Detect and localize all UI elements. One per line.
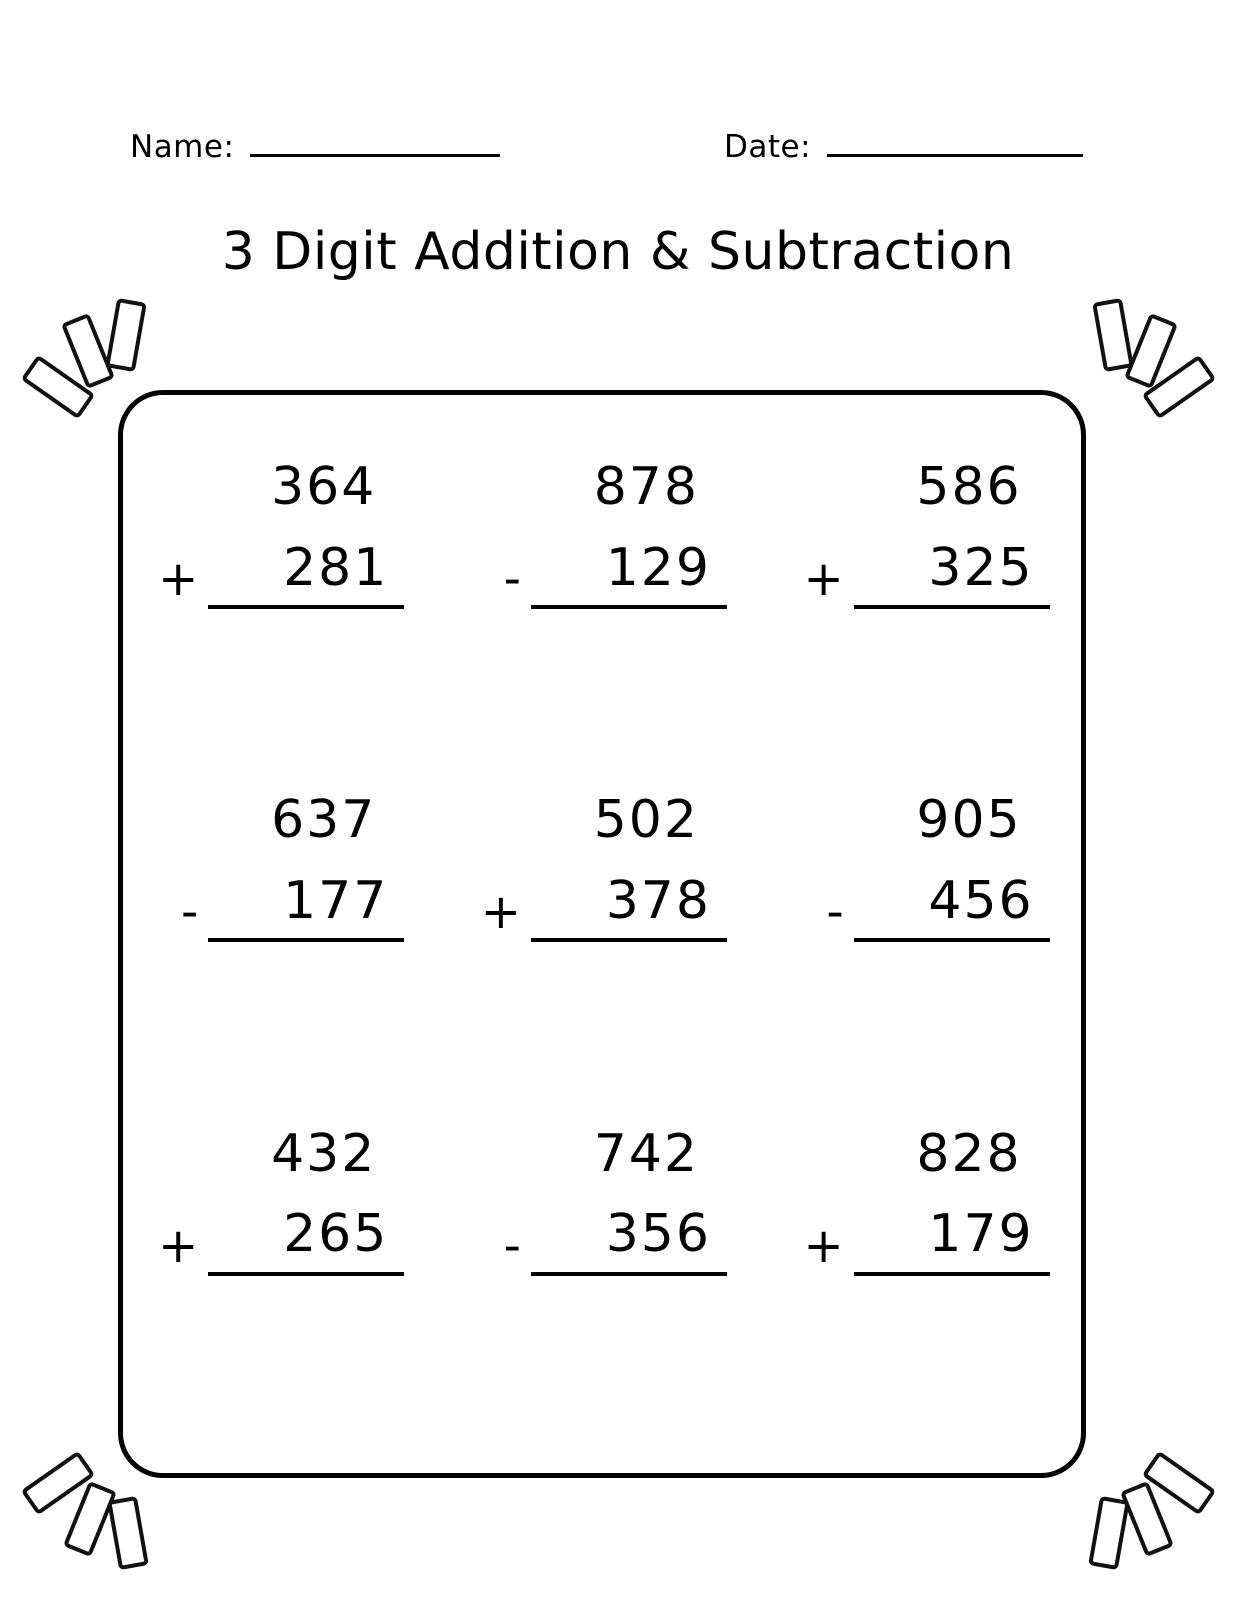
problem-operator: + — [158, 550, 199, 607]
problem-answer-line[interactable] — [208, 1206, 404, 1275]
problem-3 — [763, 430, 1086, 763]
problem-bottom-number: 129 — [605, 537, 711, 598]
problem-top-number: 432 — [271, 1123, 377, 1184]
problem-2 — [441, 430, 764, 763]
problem-1 — [118, 430, 441, 763]
problem-top-number: 905 — [916, 790, 1022, 851]
problem-top-number: 637 — [271, 790, 377, 851]
problem-bottom-number: 281 — [283, 537, 389, 598]
problem-answer-line[interactable] — [531, 1206, 727, 1275]
date-write-line[interactable] — [827, 128, 1083, 157]
problem-operator: + — [803, 1217, 844, 1274]
problem-answer-line[interactable] — [854, 873, 1050, 942]
problem-top-number: 586 — [916, 457, 1022, 517]
problem-bottom-number: 378 — [605, 871, 711, 932]
problem-answer-line[interactable] — [208, 537, 404, 609]
worksheet-header — [130, 128, 1106, 178]
problem-bottom-number: 325 — [928, 537, 1034, 598]
name-field — [130, 128, 500, 165]
problem-6 — [763, 763, 1086, 1096]
problem-bottom-number: 179 — [928, 1204, 1034, 1265]
name-write-line[interactable] — [250, 128, 500, 157]
corner-burst-bottom-right-icon — [1058, 1440, 1188, 1570]
problem-top-number: 828 — [916, 1123, 1022, 1184]
name-label: Name: — [130, 129, 235, 165]
problem-operator: - — [503, 1217, 521, 1274]
problem-bottom-number: 456 — [928, 871, 1034, 932]
problem-top-number: 364 — [271, 457, 377, 517]
problem-top-number: 878 — [593, 457, 699, 517]
problem-operator: + — [803, 550, 844, 607]
problem-operator: - — [826, 884, 844, 941]
problem-top-number: 502 — [593, 790, 699, 851]
problem-answer-line[interactable] — [531, 873, 727, 942]
problem-bottom-number: 177 — [283, 871, 389, 932]
problem-8 — [441, 1097, 764, 1430]
problem-answer-line[interactable] — [208, 873, 404, 942]
problem-operator: + — [480, 884, 521, 941]
problem-operator: + — [158, 1217, 199, 1274]
problems-grid — [118, 430, 1086, 1430]
problem-operator: - — [181, 884, 199, 941]
problem-bottom-number: 356 — [605, 1204, 711, 1265]
date-label: Date: — [724, 129, 812, 165]
problem-9 — [763, 1097, 1086, 1430]
problem-top-number: 742 — [593, 1123, 699, 1184]
problem-answer-line[interactable] — [854, 1206, 1050, 1275]
problem-operator: - — [503, 550, 521, 607]
date-field — [724, 128, 1083, 165]
page-title: 3 Digit Addition & Subtraction — [221, 222, 1015, 282]
problem-7 — [118, 1097, 441, 1430]
problem-4 — [118, 763, 441, 1096]
problem-answer-line[interactable] — [854, 537, 1050, 609]
problem-5 — [441, 763, 764, 1096]
problem-answer-line[interactable] — [531, 537, 727, 609]
problem-bottom-number: 265 — [283, 1204, 389, 1265]
